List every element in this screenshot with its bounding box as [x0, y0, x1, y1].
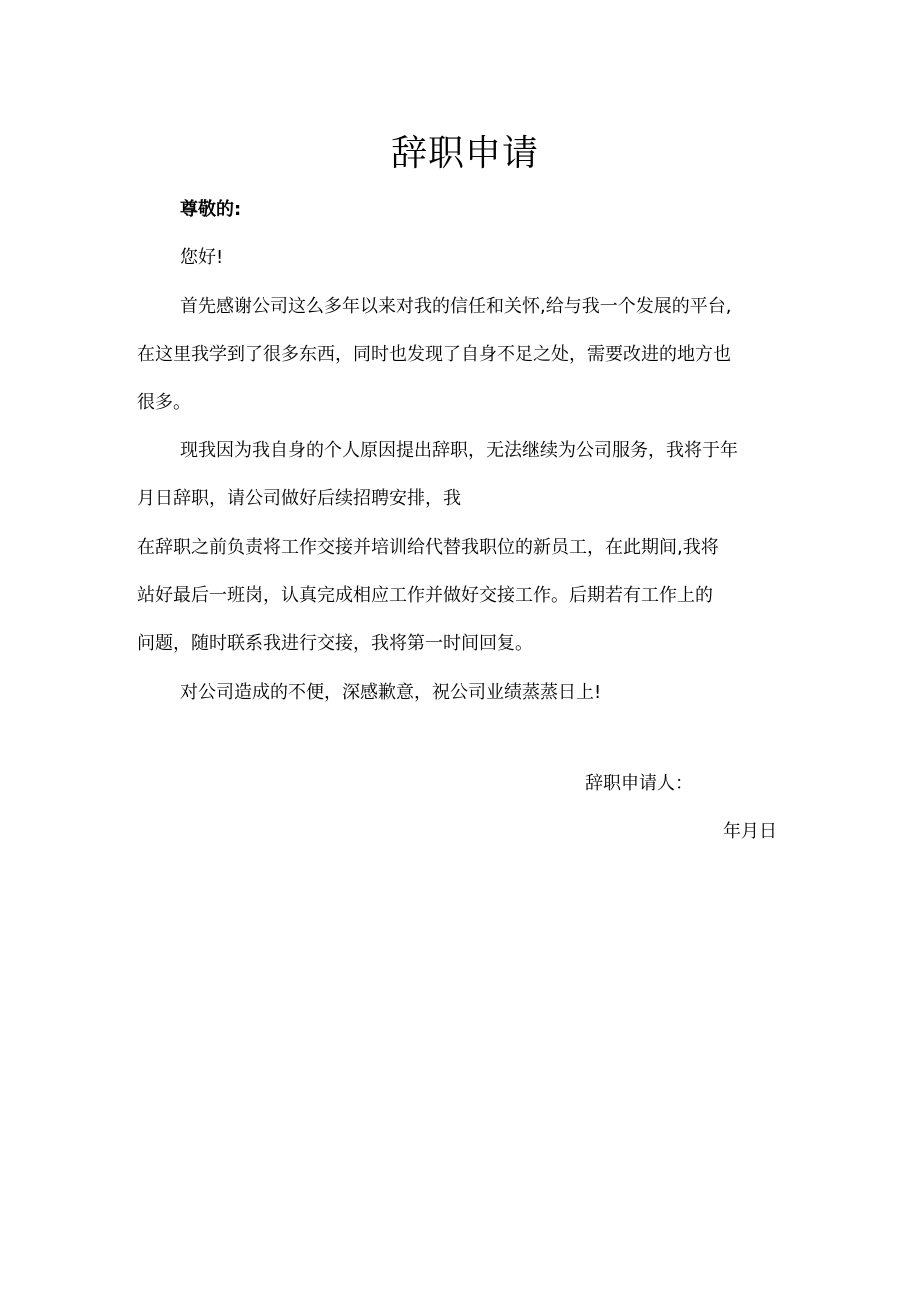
greeting: 您好!: [180, 247, 224, 268]
paragraph2-line5: 问题，随时联系我进行交接，我将第一时间回复。: [137, 633, 533, 654]
paragraph1-line1: 首先感谢公司这么多年以来对我的信任和关怀,给与我一个发展的平台,: [180, 296, 732, 317]
closing-line: 对公司造成的不便，深感歉意，祝公司业绩蒸蒸日上!: [180, 682, 602, 703]
date-label: 年月日: [723, 821, 777, 842]
paragraph1-line3: 很多。: [137, 392, 191, 413]
paragraph2-line3: 在辞职之前负责将工作交接并培训给代替我职位的新员工，在此期间,我将: [137, 537, 719, 558]
paragraph1-line2: 在这里我学到了很多东西，同时也发现了自身不足之处，需要改进的地方也: [137, 344, 731, 365]
paragraph2-line4: 站好最后一班岗，认真完成相应工作并做好交接工作。后期若有工作上的: [137, 585, 713, 606]
paragraph2-line2: 月日辞职，请公司做好后续招聘安排，我: [137, 488, 461, 509]
salutation: 尊敬的:: [180, 199, 242, 220]
paragraph2-line1: 现我因为我自身的个人原因提出辞职，无法继续为公司服务，我将于年: [180, 440, 738, 461]
document-title: 辞职申请: [390, 133, 539, 174]
signature-label: 辞职申请人：: [585, 773, 693, 794]
